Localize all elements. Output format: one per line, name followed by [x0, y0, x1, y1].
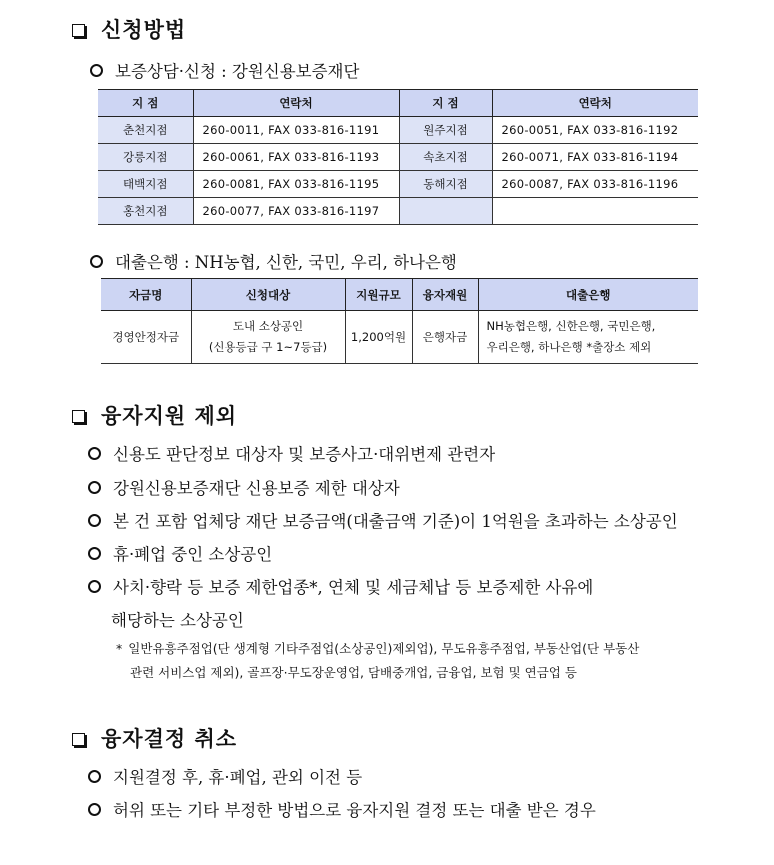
table-row: [98, 171, 698, 198]
branch-contact: 260-0077, FAX 033-816-1197: [193, 198, 399, 225]
circle-bullet-icon: [88, 514, 101, 527]
exclusion-item: [88, 475, 400, 499]
cancellation-item: [88, 764, 362, 788]
header-target: 신청대상: [191, 279, 345, 311]
section-heading-cancellation: [72, 723, 237, 753]
header-banks: 대출은행: [478, 279, 698, 311]
branch-name: 속초지점: [399, 144, 492, 171]
branch-contact: 260-0071, FAX 033-816-1194: [492, 144, 698, 171]
section-title: 융자지원 제외: [101, 403, 238, 428]
exclusion-text: 신용도 판단정보 대상자 및 보증사고·대위변제 관련자: [113, 445, 496, 464]
table-header-row: [101, 279, 698, 311]
branch-name: 강릉지점: [98, 144, 193, 171]
branch-contact-empty: [492, 198, 698, 225]
table-header-row: [98, 90, 698, 117]
cancellation-text: 지원결정 후, 휴·폐업, 관외 이전 등: [113, 768, 363, 787]
exclusion-text: 사치·향락 등 보증 제한업종*, 연체 및 세금체납 등 보증제한 사유에: [113, 578, 594, 597]
exclusion-text: 본 건 포함 업체당 재단 보증금액(대출금액 기준)이 1억원을 초과하는 소상공인: [113, 512, 678, 531]
branch-name: 동해지점: [399, 171, 492, 198]
exclusion-item: [88, 541, 272, 565]
exclusion-item: [88, 441, 495, 465]
fund-banks: [478, 311, 698, 364]
section-title: 신청방법: [101, 17, 187, 42]
fund-banks-line1: NH농협은행, 신한은행, 국민은행,: [486, 319, 656, 333]
header-contact: 연락처: [193, 90, 399, 117]
guarantee-line: [90, 58, 359, 82]
branch-name: 홍천지점: [98, 198, 193, 225]
circle-bullet-icon: [88, 447, 101, 460]
guarantee-text: 보증상담·신청 : 강원신용보증재단: [115, 62, 360, 81]
circle-bullet-icon: [88, 580, 101, 593]
section-heading-apply: [72, 14, 186, 44]
circle-bullet-icon: [88, 770, 101, 783]
branch-name: 춘천지점: [98, 117, 193, 144]
exclusion-item: [88, 574, 593, 598]
branch-contact-table: [98, 89, 698, 225]
header-source: 융자재원: [412, 279, 478, 311]
exclusion-text: 강원신용보증재단 신용보증 제한 대상자: [113, 479, 400, 498]
fund-target-line1: 도내 소상공인: [232, 319, 304, 333]
header-fund-name: 자금명: [101, 279, 191, 311]
branch-name: 태백지점: [98, 171, 193, 198]
circle-bullet-icon: [90, 64, 103, 77]
footnote-line2: 관련 서비스업 제외), 골프장·무도장운영업, 담배중개업, 금융업, 보험 및 연금업 등: [130, 665, 577, 680]
branch-name-empty: [399, 198, 492, 225]
cancellation-text: 허위 또는 기타 부정한 방법으로 융자지원 결정 또는 대출 받은 경우: [113, 801, 596, 820]
square-bullet-icon: [72, 410, 85, 423]
square-bullet-icon: [72, 24, 85, 37]
circle-bullet-icon: [90, 255, 103, 268]
fund-target-line2: (신용등급 구 1~7등급): [208, 340, 328, 354]
bank-text: 대출은행 : NH농협, 신한, 국민, 우리, 하나은행: [115, 253, 457, 272]
fund-target: [191, 311, 345, 364]
section-title: 융자결정 취소: [101, 726, 238, 751]
header-contact: 연락처: [492, 90, 698, 117]
header-scale: 지원규모: [345, 279, 412, 311]
circle-bullet-icon: [88, 547, 101, 560]
square-bullet-icon: [72, 733, 85, 746]
exclusion-item: [88, 508, 678, 532]
exclusion-continuation: 해당하는 소상공인: [111, 611, 244, 630]
footnote-star: *: [116, 641, 123, 656]
branch-contact: 260-0061, FAX 033-816-1193: [193, 144, 399, 171]
table-row: [98, 144, 698, 171]
header-branch: 지 점: [399, 90, 492, 117]
header-branch: 지 점: [98, 90, 193, 117]
branch-name: 원주지점: [399, 117, 492, 144]
fund-banks-line2: 우리은행, 하나은행 *출장소 제외: [486, 340, 652, 354]
branch-contact: 260-0087, FAX 033-816-1196: [492, 171, 698, 198]
table-row: [101, 311, 698, 364]
exclusion-text: 휴·폐업 중인 소상공인: [113, 545, 273, 564]
branch-contact: 260-0051, FAX 033-816-1192: [492, 117, 698, 144]
table-row: [98, 117, 698, 144]
footnote-text1: 일반유흥주점업(단 생계형 기타주점업(소상공인)제외업), 무도유흥주점업, 부동산업(단 부동산: [128, 641, 640, 656]
fund-scale: 1,200억원: [345, 311, 412, 364]
branch-contact: 260-0011, FAX 033-816-1191: [193, 117, 399, 144]
bank-line: [90, 249, 457, 273]
section-heading-exclusions: [72, 400, 237, 430]
fund-source: 은행자금: [412, 311, 478, 364]
fund-table: [101, 278, 698, 364]
footnote-line1: [116, 637, 639, 661]
fund-name: 경영안정자금: [101, 311, 191, 364]
branch-contact: 260-0081, FAX 033-816-1195: [193, 171, 399, 198]
table-row: [98, 198, 698, 225]
circle-bullet-icon: [88, 803, 101, 816]
circle-bullet-icon: [88, 481, 101, 494]
exclusion-footnote: [116, 637, 639, 685]
cancellation-item: [88, 797, 596, 821]
